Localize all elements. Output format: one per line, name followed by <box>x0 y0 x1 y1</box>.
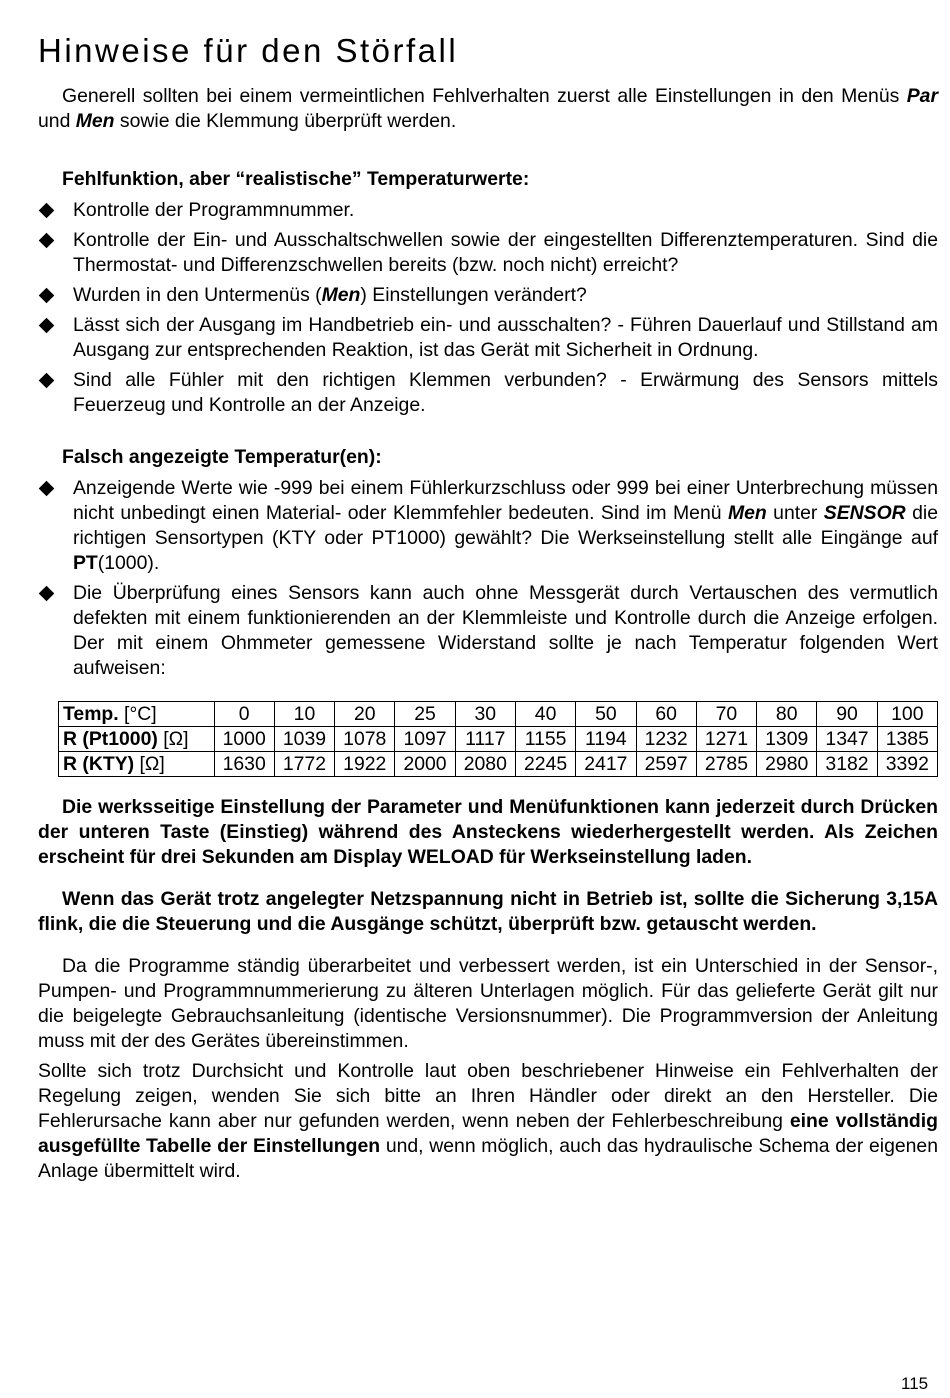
table-cell: 2785 <box>696 752 756 777</box>
table-cell: 30 <box>455 702 515 727</box>
table-cell: 1000 <box>214 727 274 752</box>
table-cell: 40 <box>515 702 575 727</box>
men-menu-label: Men <box>321 284 361 306</box>
row-header-label: Temp. <box>63 703 119 725</box>
intro-paragraph <box>38 84 938 134</box>
table-cell: 60 <box>636 702 696 727</box>
table-cell: 1347 <box>817 727 877 752</box>
row-header-label: R (Pt1000) <box>63 728 158 750</box>
pt-label: PT <box>73 552 98 574</box>
list-item-text: Kontrolle der Ein- und Ausschaltschwellen sowie der eingestellten Differenztemperaturen. Sind die Thermostat- und Differenzschwellen bereits (bzw. noch nicht) erreicht? <box>73 229 938 276</box>
section-heading-wrong-temperature: Falsch angezeigte Temperatur(en): <box>62 446 382 468</box>
factory-reset-note: Die werksseitige Einstellung der Parameter und Menüfunktionen kann jederzeit durch Drücken der unteren Taste (Einstieg) während des Ansteckens wiederhergestellt werden. Als Zeichen erscheint für drei Sekunden am Display WELOAD für Werkseinstellung laden. <box>38 796 938 868</box>
table-cell: 20 <box>335 702 395 727</box>
list-item-text: die richtigen Sensortypen (KTY oder PT1000) gewählt? Die Werkseinstellung stellt alle Eingänge auf <box>73 502 938 549</box>
table-cell: 2245 <box>515 752 575 777</box>
row-header <box>59 727 215 752</box>
table-cell: 0 <box>214 702 274 727</box>
list-item <box>38 228 938 278</box>
list-item-text: Lässt sich der Ausgang im Handbetrieb ein- und ausschalten? - Führen Dauerlauf und Stillstand am Ausgang zur entsprechenden Reaktion, ist das Gerät mit Sicherheit in Ordnung. <box>73 314 938 361</box>
row-header-unit: [Ω] <box>157 728 189 750</box>
list-item-text: Die Überprüfung eines Sensors kann auch ohne Messgerät durch Vertauschen des vermutlich defekten mit einem funktionierenden an der Klemmleiste und Kontrolle durch die Anzeige erfolgen. Der mit einem Ohmmeter gemessene Widerstand sollte je nach Temperatur folgenden Wert aufweisen: <box>73 582 938 679</box>
table-cell: 1922 <box>335 752 395 777</box>
table-cell: 3392 <box>877 752 937 777</box>
intro-text-3: sowie die Klemmung überprüft werden. <box>114 110 457 132</box>
table-cell: 25 <box>395 702 455 727</box>
table-cell: 1194 <box>576 727 636 752</box>
table-cell: 1385 <box>877 727 937 752</box>
table-cell: 1078 <box>335 727 395 752</box>
table-cell: 1117 <box>455 727 515 752</box>
support-paragraph <box>38 1059 938 1184</box>
table-cell: 1772 <box>274 752 334 777</box>
table-cell: 1630 <box>214 752 274 777</box>
resistance-table <box>58 701 938 777</box>
diamond-bullet-icon <box>39 586 55 602</box>
page-content <box>38 30 938 1184</box>
list-item <box>38 198 938 223</box>
diamond-bullet-icon <box>39 203 55 219</box>
diamond-bullet-icon <box>39 233 55 249</box>
men-menu-label: Men <box>75 110 115 132</box>
table-row <box>59 727 938 752</box>
list-item-text: ) Einstellungen verändert? <box>360 284 587 306</box>
diamond-bullet-icon <box>39 481 55 497</box>
list-item <box>38 368 938 418</box>
table-cell: 50 <box>576 702 636 727</box>
list-item <box>38 581 938 681</box>
diamond-bullet-icon <box>39 373 55 389</box>
page-title: Hinweise für den Störfall <box>38 32 459 69</box>
table-cell: 3182 <box>817 752 877 777</box>
version-paragraph: Da die Programme ständig überarbeitet und verbessert werden, ist ein Unterschied in der Sensor-, Pumpen- und Programmnummerierung zu älteren Unterlagen möglich. Für das gelieferte Gerät gilt nur die beigelegte Gebrauchsanleitung (identische Versionsnummer). Die Programmversion der Anleitung muss mit der des Gerätes übereinstimmen. <box>38 955 938 1052</box>
row-header <box>59 702 215 727</box>
sensor-menu-label: SENSOR <box>823 502 906 524</box>
diamond-bullet-icon <box>39 318 55 334</box>
list-item-text: (1000). <box>97 552 160 574</box>
row-header-unit: [°C] <box>118 703 157 725</box>
section-heading-malfunction: Fehlfunktion, aber “realistische” Temperaturwerte: <box>62 168 530 190</box>
table-cell: 1271 <box>696 727 756 752</box>
table-cell: 1232 <box>636 727 696 752</box>
table-row <box>59 702 938 727</box>
settings-table-emphasis: eine vollständig ausgefüllte Tabelle der Einstellungen <box>38 1110 938 1157</box>
row-header-label: R (KTY) <box>63 753 135 775</box>
list-item <box>38 283 938 308</box>
list-item-text: Anzeigende Werte wie -999 bei einem Fühlerkurzschluss oder 999 bei einer Unterbrechung müssen nicht unbedingt einen Material- oder Klemmfehler bedeuten. Sind im Menü <box>73 477 938 524</box>
table-cell: 2597 <box>636 752 696 777</box>
intro-text-1: Generell sollten bei einem vermeintlichen Fehlverhalten zuerst alle Einstellungen in den Menüs <box>62 85 907 107</box>
row-header <box>59 752 215 777</box>
table-cell: 90 <box>817 702 877 727</box>
list-item <box>38 313 938 363</box>
table-cell: 2000 <box>395 752 455 777</box>
table-cell: 1097 <box>395 727 455 752</box>
list-item <box>38 476 938 576</box>
row-header-unit: [Ω] <box>134 753 165 775</box>
table-cell: 10 <box>274 702 334 727</box>
intro-text-2: und <box>38 110 76 132</box>
support-text-1: Sollte sich trotz Durchsicht und Kontrolle laut oben beschriebener Hinweise ein Fehlverhalten der Regelung zeigen, wenden Sie sich bitte an Ihren Händler oder direkt an den Hersteller. Die Fehlerursache kann aber nur gefunden werden, wenn neben der Fehlerbeschreibung <box>38 1060 938 1132</box>
table-cell: 1309 <box>757 727 817 752</box>
page-number: 115 <box>901 1374 929 1393</box>
wrong-temperature-checklist <box>38 476 938 681</box>
list-item-text: unter <box>766 502 824 524</box>
fuse-note: Wenn das Gerät trotz angelegter Netzspannung nicht in Betrieb ist, sollte die Sicherung 3,15A flink, die die Steuerung und die Ausgänge schützt, überprüft bzw. getauscht werden. <box>38 888 938 935</box>
table-cell: 1039 <box>274 727 334 752</box>
list-item-text: Wurden in den Untermenüs ( <box>73 284 322 306</box>
list-item-text: Sind alle Fühler mit den richtigen Klemmen verbunden? - Erwärmung des Sensors mittels Feuerzeug und Kontrolle an der Anzeige. <box>73 369 938 416</box>
diamond-bullet-icon <box>39 288 55 304</box>
table-cell: 100 <box>877 702 937 727</box>
table-cell: 2417 <box>576 752 636 777</box>
table-cell: 70 <box>696 702 756 727</box>
men-menu-label: Men <box>727 502 767 524</box>
table-cell: 80 <box>757 702 817 727</box>
par-menu-label: Par <box>906 85 938 107</box>
support-text-2: und, wenn möglich, auch das hydraulische Schema der eigenen Anlage übermittelt wird. <box>38 1135 938 1182</box>
malfunction-checklist <box>38 198 938 418</box>
table-cell: 2980 <box>757 752 817 777</box>
table-row <box>59 752 938 777</box>
table-cell: 1155 <box>515 727 575 752</box>
list-item-text: Kontrolle der Programmnummer. <box>73 199 355 221</box>
table-cell: 2080 <box>455 752 515 777</box>
